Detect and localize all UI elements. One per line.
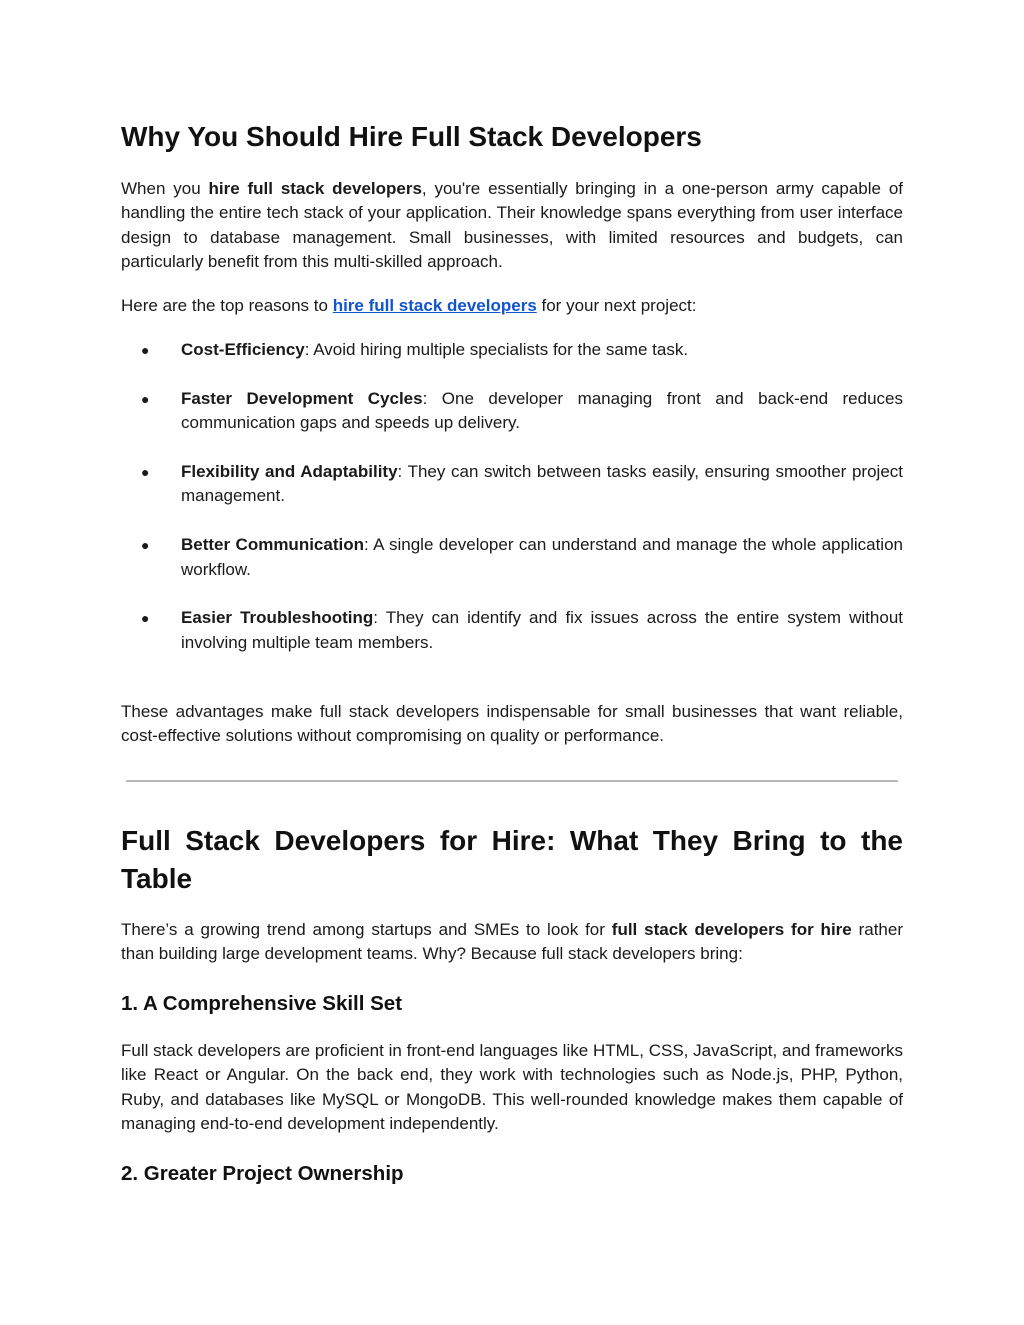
reason-text: : They can switch between tasks easily, ensuring smoother project management. bbox=[181, 462, 903, 506]
reason-text: : A single developer can understand and manage the whole application workflow. bbox=[181, 535, 903, 579]
reasons-lead-before: Here are the top reasons to bbox=[121, 296, 333, 315]
list-item bbox=[121, 533, 903, 582]
reason-title: Flexibility and Adaptability bbox=[181, 462, 398, 481]
bullet-icon: ● bbox=[141, 537, 150, 554]
reason-text: : They can identify and fix issues across the entire system without involving multiple team members. bbox=[181, 608, 903, 652]
subheading-project-ownership: 2. Greater Project Ownership bbox=[121, 1162, 404, 1185]
intro-paragraph bbox=[121, 177, 903, 275]
list-item bbox=[121, 338, 903, 362]
reasons-list bbox=[121, 338, 903, 680]
reason-title: Faster Development Cycles bbox=[181, 388, 423, 408]
trend-text-before: There’s a growing trend among startups and SMEs to look for bbox=[121, 920, 612, 939]
intro-text-after: , you're essentially bringing in a one-person army capable of handling the entire tech stack of your application. Their knowledge spans everything from user interface design to database management. Small businesses, with limited resources and budgets, can particularly benefit from this multi-skilled approach. bbox=[121, 179, 903, 272]
reason-title: Cost-Efficiency bbox=[181, 340, 305, 359]
reason-text: : Avoid hiring multiple specialists for the same task. bbox=[304, 340, 689, 359]
reason-text: : One developer managing front and back-end reduces communication gaps and speeds up delivery. bbox=[181, 388, 903, 433]
trend-bold-phrase: full stack developers for hire bbox=[611, 920, 852, 939]
bullet-icon: ● bbox=[141, 342, 150, 358]
intro-bold-phrase: hire full stack developers bbox=[208, 179, 422, 198]
bullet-icon: ● bbox=[141, 610, 150, 627]
trend-text-after: rather than building large development teams. Why? Because full stack developers bring: bbox=[121, 920, 904, 964]
reasons-lead-after: for your next project: bbox=[536, 296, 697, 315]
list-item bbox=[121, 387, 903, 436]
subheading-skill-set: 1. A Comprehensive Skill Set bbox=[121, 992, 403, 1015]
trend-paragraph bbox=[121, 918, 903, 967]
section-heading-why-hire: Why You Should Hire Full Stack Developers bbox=[121, 121, 702, 152]
skill-set-paragraph: Full stack developers are proficient in front-end languages like HTML, CSS, JavaScript, and frameworks like React or Angular. On the back end, they work with technologies such as Node.js, PHP, Python, Ruby, and databases like MySQL or MongoDB. This well-rounded knowledge makes them capable of managing end-to-end development independently. bbox=[121, 1041, 903, 1134]
section-divider bbox=[126, 780, 898, 782]
hire-full-stack-link[interactable]: hire full stack developers bbox=[332, 296, 537, 315]
bullet-icon: ● bbox=[141, 464, 150, 480]
list-item bbox=[121, 460, 903, 509]
list-item bbox=[121, 606, 903, 655]
reasons-lead-paragraph bbox=[121, 294, 903, 318]
reason-title: Better Communication bbox=[181, 535, 364, 555]
section-heading-what-they-bring: Full Stack Developers for Hire: What They Bring to the Table bbox=[121, 825, 903, 894]
intro-text-before: When you bbox=[121, 179, 209, 198]
closing-paragraph: These advantages make full stack developers indispensable for small businesses that want reliable, cost-effective solutions without compromising on quality or performance. bbox=[121, 702, 903, 746]
reason-title: Easier Troubleshooting bbox=[181, 608, 374, 628]
bullet-icon: ● bbox=[141, 390, 150, 407]
